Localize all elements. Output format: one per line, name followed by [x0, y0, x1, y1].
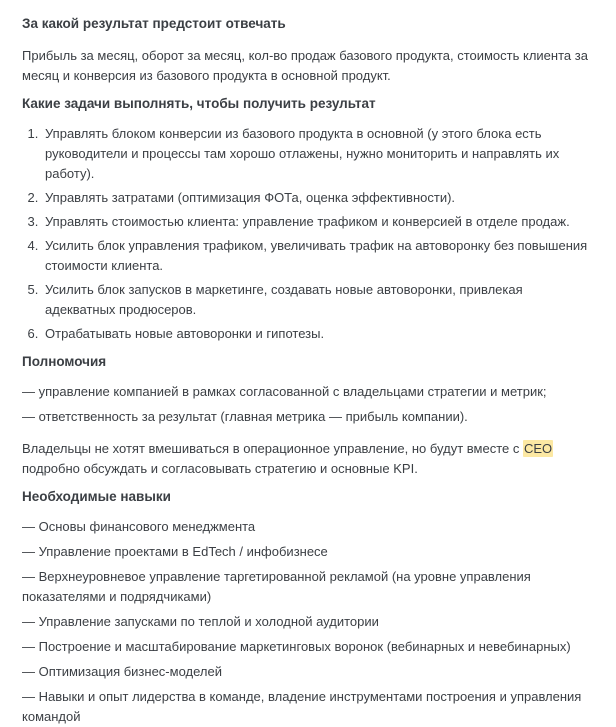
section-heading-authority: Полномочия [22, 354, 107, 369]
skills-list [22, 517, 596, 727]
skill-item: — Верхнеуровневое управление таргетированной рекламой (на уровне управления показателями и подрядчиками) [22, 569, 531, 604]
note-after: подробно обсуждать и согласовывать стратегию и основные KPI. [22, 461, 418, 476]
ceo-highlight[interactable]: CEO [523, 441, 553, 456]
skill-item: — Построение и масштабирование маркетинговых воронок (вебинарных и невебинарных) [22, 639, 571, 654]
section-heading-skills: Необходимые навыки [22, 489, 171, 504]
task-item: 6. Отрабатывать новые автоворонки и гипотезы. [42, 324, 596, 344]
task-item: 4. Усилить блок управления трафиком, увеличивать трафик на автоворонку без повышения стоимости клиента. [42, 236, 596, 276]
authority-item: — управление компанией в рамках согласованной с владельцами стратегии и метрик; [22, 384, 547, 399]
task-item: 1. Управлять блоком конверсии из базового продукта в основной (у этого блока есть руководители и процессы там хорошо отлажены, нужно мониторить и направлять их работу). [42, 124, 596, 184]
task-item: 5. Усилить блок запусков в маркетинге, создавать новые автоворонки, привлекая адекватных продюсеров. [42, 280, 596, 320]
skill-item: — Навыки и опыт лидерства в команде, владение инструментами построения и управления командой [22, 689, 582, 724]
section-heading-tasks: Какие задачи выполнять, чтобы получить результат [22, 96, 376, 111]
skill-item: — Управление проектами в EdTech / инфобизнесе [22, 544, 328, 559]
authority-item: — ответственность за результат (главная метрика — прибыль компании). [22, 409, 468, 424]
owners-note-paragraph [22, 439, 596, 479]
task-item: 2. Управлять затратами (оптимизация ФОТа, оценка эффективности). [42, 188, 596, 208]
authority-list [22, 382, 596, 427]
note-before: Владельцы не хотят вмешиваться в операционное управление, но будут вместе с [22, 441, 523, 456]
result-paragraph: Прибыль за месяц, оборот за месяц, кол-во продаж базового продукта, стоимость клиента за месяц и конверсия из базового продукта в основной продукт. [22, 48, 588, 83]
tasks-list [22, 124, 596, 344]
skill-item: — Управление запусками по теплой и холодной аудитории [22, 614, 379, 629]
section-heading-result: За какой результат предстоит отвечать [22, 16, 286, 31]
task-item: 3. Управлять стоимостью клиента: управление трафиком и конверсией в отделе продаж. [42, 212, 596, 232]
skill-item: — Оптимизация бизнес-моделей [22, 664, 222, 679]
skill-item: — Основы финансового менеджмента [22, 519, 256, 534]
